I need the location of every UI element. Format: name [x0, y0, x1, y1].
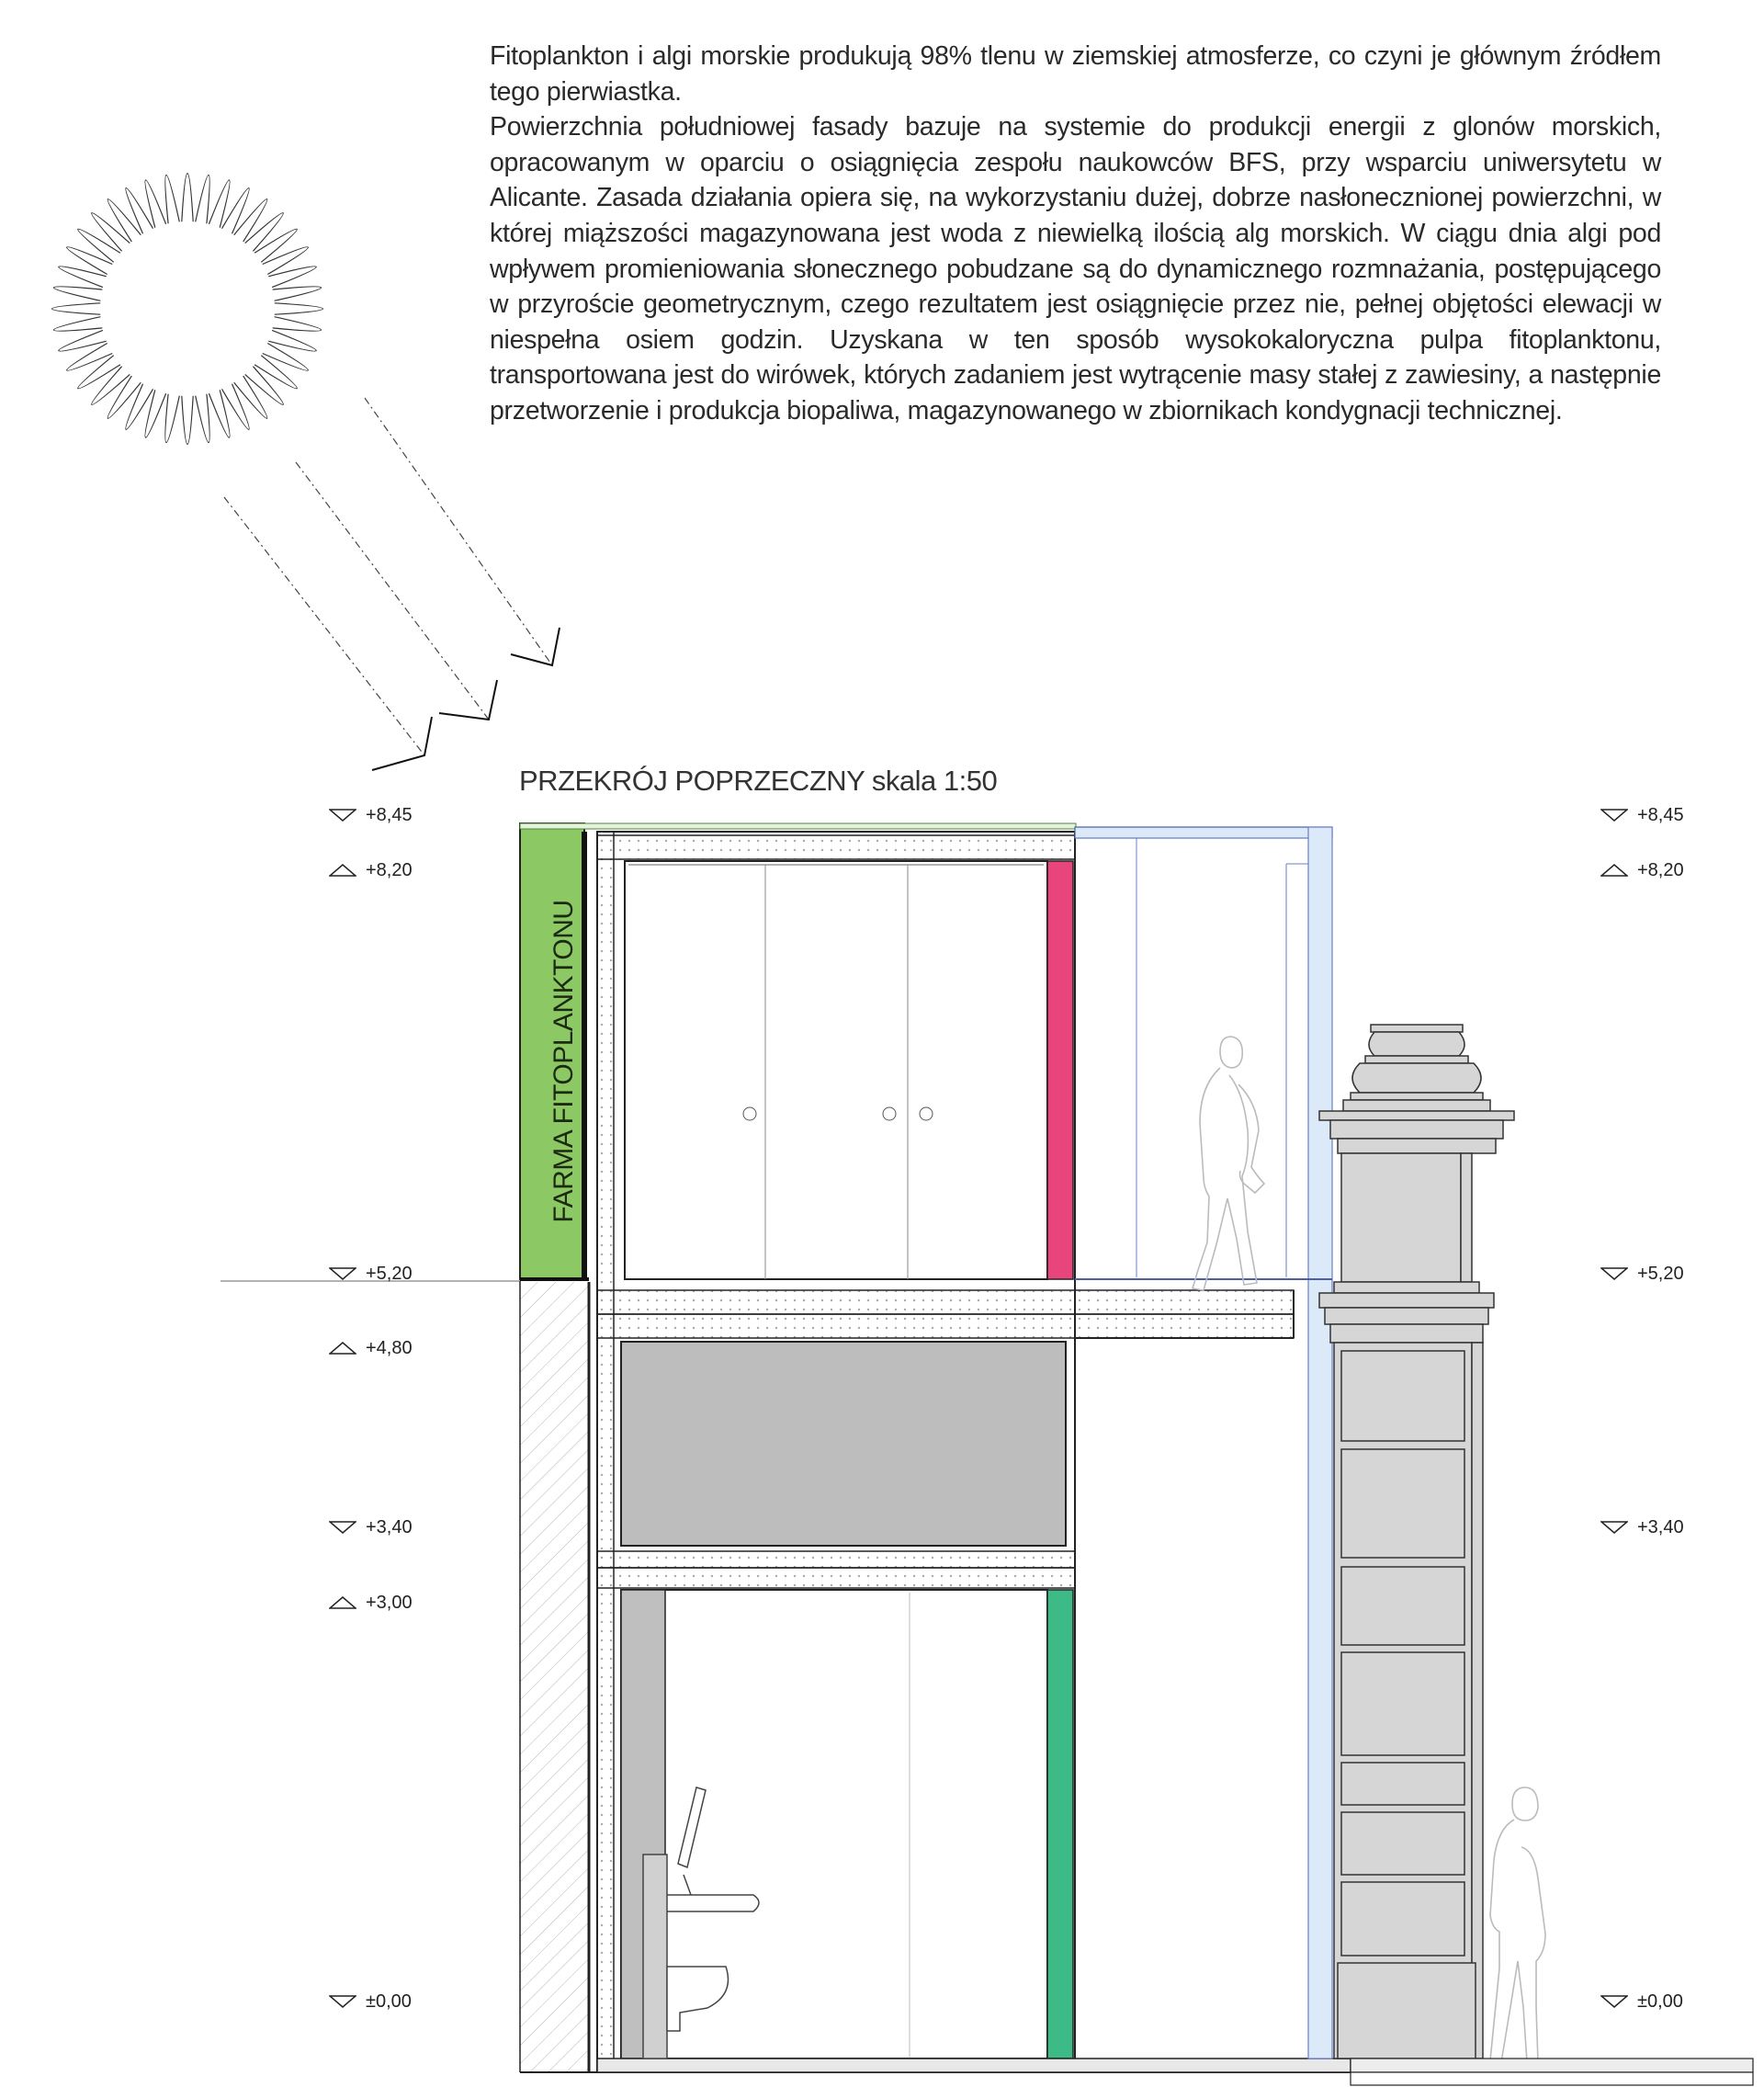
farm-label: FARMA FITOPLANKTONU — [548, 900, 579, 1223]
earth-fill — [520, 1282, 589, 2072]
magenta-panel — [1047, 861, 1073, 1279]
sun-ray — [107, 376, 141, 418]
level-marker-down — [1600, 808, 1628, 822]
sun-ray — [245, 213, 284, 252]
sun-ray — [222, 188, 250, 234]
level-left-l480 — [329, 1337, 413, 1359]
level-value: +3,40 — [1637, 1516, 1684, 1537]
level-value: +8,45 — [1637, 804, 1684, 825]
sun-ray — [126, 384, 153, 430]
level-left-l845 — [329, 804, 413, 826]
level-marker-down — [329, 1266, 356, 1281]
sun-ray — [67, 344, 113, 371]
sun-ray — [196, 394, 209, 443]
sun-ray — [182, 396, 193, 445]
level-right-r520 — [1600, 1263, 1684, 1285]
lower-slab-lower — [597, 1568, 1075, 1588]
level-value: ±0,00 — [1637, 1991, 1683, 2012]
level-value: +8,45 — [366, 804, 413, 825]
level-value: +5,20 — [1637, 1263, 1684, 1284]
level-right-r845 — [1600, 804, 1684, 826]
level-marker-up — [329, 1341, 356, 1355]
level-left-l300 — [329, 1592, 413, 1614]
level-left-l520 — [329, 1263, 413, 1285]
left-wall — [597, 832, 614, 2072]
sun-ray — [53, 317, 102, 331]
roof-slab — [597, 835, 1075, 859]
section-title: PRZEKRÓJ POPRZECZNY skala 1:50 — [519, 765, 998, 797]
level-value: ±0,00 — [366, 1991, 412, 2012]
sun-icon — [52, 174, 323, 445]
level-right-r820 — [1600, 859, 1684, 881]
sun-ray — [263, 344, 309, 371]
sun-ray — [275, 303, 323, 314]
sun-ray — [53, 287, 102, 301]
sun-ray — [273, 317, 322, 331]
human-silhouette — [1193, 1037, 1264, 1290]
sun-ray — [222, 384, 250, 430]
sun-ray — [78, 356, 120, 389]
glass-roof — [1075, 827, 1332, 838]
sun-ray — [126, 188, 153, 234]
sun-ray-arrow — [296, 462, 497, 720]
right-ground — [1351, 2059, 1753, 2072]
level-value: +3,40 — [366, 1516, 413, 1537]
sun-ray — [273, 287, 322, 301]
sun-ray — [254, 356, 297, 389]
level-left-l340 — [329, 1516, 413, 1538]
level-value: +4,80 — [366, 1337, 413, 1358]
level-value: +8,20 — [366, 859, 413, 880]
sun-ray — [67, 247, 113, 275]
human-silhouette — [1490, 1787, 1545, 2062]
sun-ray — [52, 303, 101, 314]
glass-column — [1308, 827, 1332, 2059]
sun-ray — [263, 247, 309, 275]
description-paragraph-2: Powierzchnia południowej fasady bazuje na systemie do produkcji energii z glonów morskich, opracowanym w oparciu o osiągnięcia zespołu naukowców BFS, przy wsparciu uniwersytetu w Alicante. Zasada działania opiera się, na wykorzystaniu dużej, dobrze nasłonecznionej powierzchni, w której miąższości magazynowana jest woda z niewielką ilością alg morskich. W ciągu dnia algi pod wpływem promieniowania słonecznego pobudzane są do dynamicznego rozmnażania, postępującego w przyroście geometrycznym, czego rezultatem jest osiągnięcie przez nie, pełnej objętości elewacji w niespełna osiem godzin. Uzyskana w ten sposób wysokokaloryczna pulpa fitoplanktonu, transportowana jest do wirówek, których zadaniem jest wytrącenie masy stałej z zawiesiny, a następnie przetworzenie i produkcja biopaliwa, magazynowanego w zbiornikach kondygnacji technicznej. — [490, 112, 1661, 425]
sun-ray — [165, 394, 179, 443]
level-marker-down — [1600, 1994, 1628, 2009]
technical-floor — [621, 1342, 1066, 1546]
sun-ray-arrow — [224, 497, 432, 770]
level-marker-up — [329, 863, 356, 878]
sun-ray — [254, 229, 297, 262]
ground-slab — [597, 2059, 1351, 2072]
sun-ray — [165, 175, 179, 223]
level-right-r340 — [1600, 1516, 1684, 1538]
sun-ray — [92, 367, 130, 405]
level-left-l000 — [329, 1991, 412, 2013]
level-marker-down — [329, 808, 356, 822]
description-paragraph-1: Fitoplankton i algi morskie produkują 98% tlenu w ziemskiej atmosferze, co czyni je głównym źródłem tego pierwiastka. — [490, 41, 1661, 107]
sun-ray — [107, 199, 141, 242]
level-value: +3,00 — [366, 1592, 413, 1613]
farm-top-frame — [520, 823, 1076, 829]
sun-ray — [182, 174, 193, 222]
level-value: +5,20 — [366, 1263, 413, 1284]
sun-ray — [245, 367, 284, 405]
sun-ray-arrow — [365, 398, 560, 665]
level-left-l820 — [329, 859, 413, 881]
level-marker-down — [329, 1994, 356, 2009]
upper-room — [625, 861, 1047, 1279]
lower-slab-upper — [597, 1551, 1075, 1568]
level-marker-down — [1600, 1266, 1628, 1281]
teal-panel — [1047, 1590, 1073, 2059]
mid-slab-upper — [597, 1290, 1294, 1314]
historic-pillar — [1319, 1025, 1514, 2059]
level-value: +8,20 — [1637, 859, 1684, 880]
sun-ray — [196, 175, 209, 223]
sun-ray — [234, 199, 267, 242]
level-marker-down — [1600, 1520, 1628, 1535]
level-marker-down — [329, 1520, 356, 1535]
level-marker-up — [329, 1595, 356, 1610]
level-marker-up — [1600, 863, 1628, 878]
sun-ray — [234, 376, 267, 418]
level-right-r000 — [1600, 1991, 1683, 2013]
sun-ray — [78, 229, 120, 262]
mid-slab-lower — [597, 1314, 1294, 1338]
sun-ray — [92, 213, 130, 252]
